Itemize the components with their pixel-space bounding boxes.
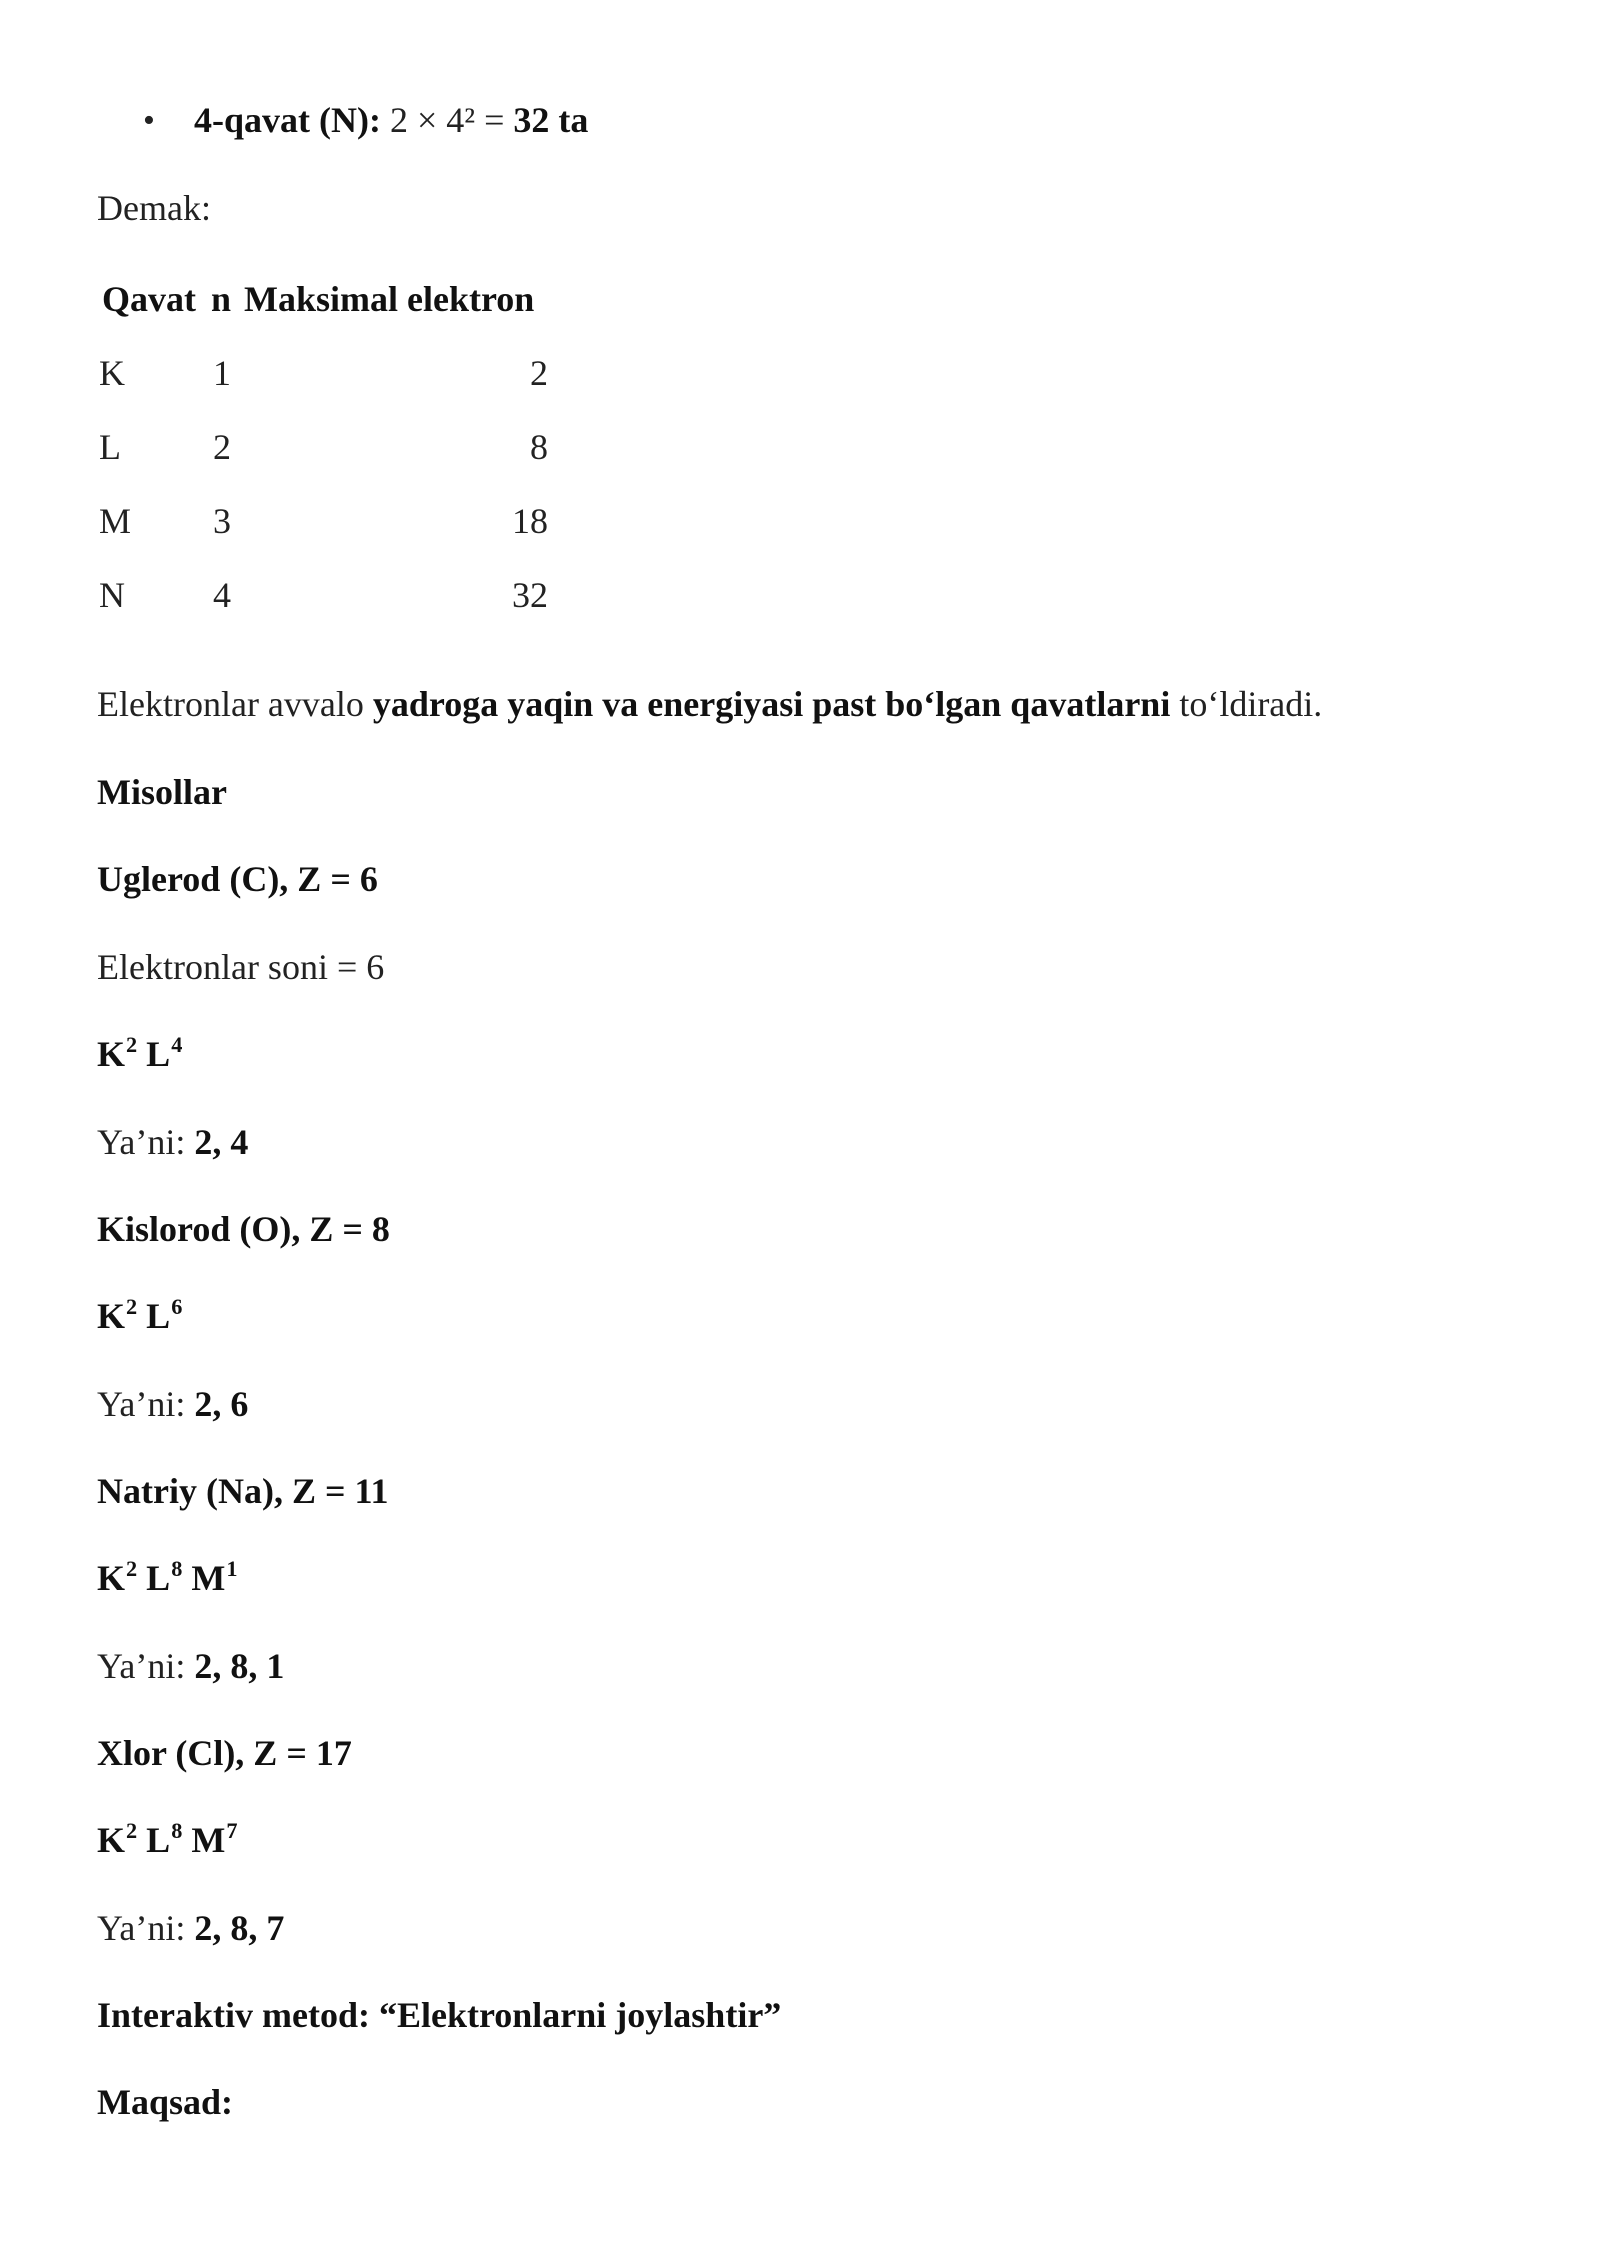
table-cell-n: 2 [213, 427, 231, 467]
config-count: 2 [126, 1032, 138, 1058]
table-row [97, 426, 557, 466]
config-shell: L [146, 1820, 171, 1860]
example-title-text: Kislorod (O), Z = 8 [97, 1209, 390, 1249]
config-shell: K [97, 1820, 126, 1860]
yani-label: Ya’ni: [97, 1122, 195, 1162]
config-count: 2 [126, 1294, 138, 1320]
table-row [97, 352, 557, 392]
table-cell-max: 2 [530, 353, 548, 393]
table-cell-qavat: K [99, 353, 125, 393]
maqsad-heading [97, 2084, 233, 2120]
table-cell-n: 3 [213, 501, 231, 541]
bullet-item-label: 4-qavat (N): [194, 100, 381, 140]
config-count: 7 [226, 1818, 238, 1844]
electron-count: Elektronlar soni = 6 [97, 947, 385, 987]
interaktiv-metod-heading [97, 1997, 781, 2033]
misollar-heading [97, 774, 227, 810]
config-shell: L [146, 1034, 171, 1074]
table-cell-qavat: M [99, 501, 132, 541]
electron-config [97, 1818, 238, 1860]
yani-value: 2, 4 [194, 1122, 249, 1162]
table-header-qavat: Qavat [102, 279, 196, 319]
misollar-heading-text: Misollar [97, 772, 227, 812]
config-shell: M [191, 1820, 226, 1860]
table-cell-max: 8 [530, 427, 548, 467]
yani-label: Ya’ni: [97, 1908, 195, 1948]
example-title [97, 861, 378, 897]
electron-config [97, 1556, 238, 1598]
example-title-text: Xlor (Cl), Z = 17 [97, 1733, 352, 1773]
yani-line [97, 1910, 284, 1946]
yani-line [97, 1124, 248, 1160]
config-count: 1 [226, 1556, 238, 1582]
config-count: 2 [126, 1818, 138, 1844]
yani-label: Ya’ni: [97, 1646, 195, 1686]
bullet-item-shell-n [194, 102, 588, 138]
yani-label: Ya’ni: [97, 1384, 195, 1424]
yani-line [97, 1386, 248, 1422]
filling-rule-sentence [97, 686, 1322, 722]
maqsad-text: Maqsad: [97, 2082, 234, 2122]
demak-text: Demak: [97, 188, 211, 228]
table-cell-n: 1 [213, 353, 231, 393]
yani-value: 2, 6 [194, 1384, 249, 1424]
config-shell: K [97, 1558, 126, 1598]
table-cell-qavat: L [99, 427, 121, 467]
table-cell-n: 4 [213, 575, 231, 615]
example-title [97, 1473, 388, 1509]
example-title-text: Uglerod (C), Z = 6 [97, 859, 378, 899]
table-cell-max: 18 [512, 501, 548, 541]
yani-value: 2, 8, 1 [194, 1646, 285, 1686]
example-title-text: Natriy (Na), Z = 11 [97, 1471, 389, 1511]
sentence-start: Elektronlar avvalo [97, 684, 373, 724]
yani-line [97, 1648, 284, 1684]
config-count: 8 [171, 1818, 183, 1844]
table-row [97, 574, 557, 614]
bullet-item-result: 32 ta [513, 100, 589, 140]
bullet-item-formula: 2 × 4² = [389, 100, 514, 140]
example-title [97, 1211, 390, 1247]
electron-config [97, 1032, 183, 1074]
config-count: 6 [171, 1294, 183, 1320]
config-count: 4 [171, 1032, 183, 1058]
config-shell: K [97, 1034, 126, 1074]
table-row [97, 500, 557, 540]
electron-config [97, 1294, 183, 1336]
config-count: 8 [171, 1556, 183, 1582]
config-shell: L [146, 1296, 171, 1336]
list-bullet: • [143, 102, 155, 139]
sentence-emphasis: yadroga yaqin va energiyasi past bo‘lgan qavatlarni [372, 684, 1171, 724]
config-count: 2 [126, 1556, 138, 1582]
table-header-n: n [211, 279, 232, 319]
config-shell: M [191, 1558, 226, 1598]
config-shell: K [97, 1296, 126, 1336]
example-title [97, 1735, 352, 1771]
interaktiv-metod-text: Interaktiv metod: “Elektronlarni joylashtir” [97, 1995, 782, 2035]
yani-value: 2, 8, 7 [194, 1908, 285, 1948]
config-shell: L [146, 1558, 171, 1598]
table-cell-max: 32 [512, 575, 548, 615]
table-header-maksimal-elektron: Maksimal elektron [244, 279, 535, 319]
sentence-end: to‘ldiradi. [1170, 684, 1323, 724]
table-cell-qavat: N [99, 575, 125, 615]
